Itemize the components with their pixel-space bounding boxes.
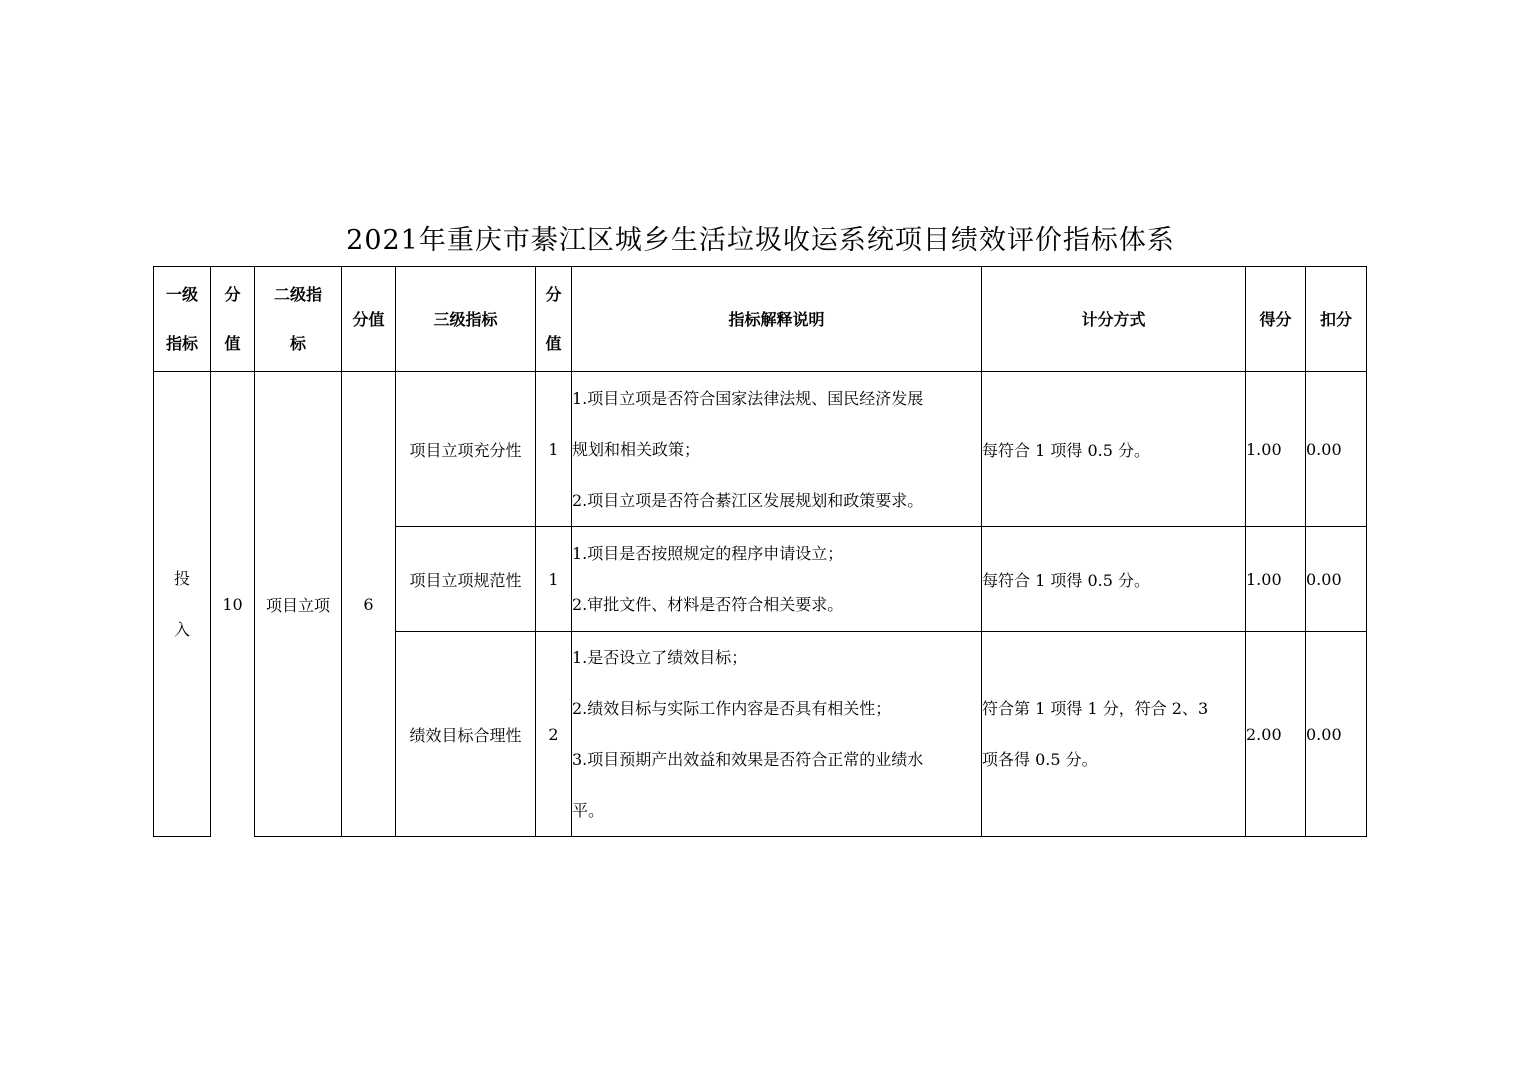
level1-score-cell: 10 — [211, 372, 255, 837]
indicator-table — [153, 266, 1367, 837]
table-row — [154, 372, 1367, 527]
header-level2: 二级指 标 — [255, 267, 342, 372]
method-cell: 每符合 1 项得 0.5 分。 — [982, 372, 1246, 527]
header-level1-score: 分 值 — [211, 267, 255, 372]
score-cell: 2.00 — [1246, 632, 1306, 837]
header-score: 得分 — [1246, 267, 1306, 372]
method-cell: 符合第 1 项得 1 分，符合 2、3 项各得 0.5 分。 — [982, 632, 1246, 837]
score-cell: 1.00 — [1246, 372, 1306, 527]
level3-cell: 项目立项规范性 — [396, 527, 536, 632]
header-explanation: 指标解释说明 — [572, 267, 982, 372]
score-cell: 1.00 — [1246, 527, 1306, 632]
deduct-cell: 0.00 — [1306, 527, 1367, 632]
header-row — [154, 267, 1367, 372]
header-level1: 一级 指标 — [154, 267, 211, 372]
page-title: 2021年重庆市綦江区城乡生活垃圾收运系统项目绩效评价指标体系 — [346, 225, 1175, 256]
level2-score-cell: 6 — [342, 372, 396, 837]
level3-cell: 绩效目标合理性 — [396, 632, 536, 837]
level3-cell: 项目立项充分性 — [396, 372, 536, 527]
explanation-cell: 1.项目是否按照规定的程序申请设立； 2.审批文件、材料是否符合相关要求。 — [572, 527, 982, 632]
header-level2-score: 分值 — [342, 267, 396, 372]
level2-cell: 项目立项 — [255, 372, 342, 837]
deduct-cell: 0.00 — [1306, 632, 1367, 837]
header-level3-score: 分 值 — [536, 267, 572, 372]
deduct-cell: 0.00 — [1306, 372, 1367, 527]
level3-score-cell: 2 — [536, 632, 572, 837]
method-cell: 每符合 1 项得 0.5 分。 — [982, 527, 1246, 632]
explanation-cell: 1.项目立项是否符合国家法律法规、国民经济发展 规划和相关政策； 2.项目立项是否符合綦江区发展规划和政策要求。 — [572, 372, 982, 527]
level1-cell: 投 入 — [154, 372, 211, 837]
header-deduct: 扣分 — [1306, 267, 1367, 372]
level3-score-cell: 1 — [536, 527, 572, 632]
explanation-cell: 1.是否设立了绩效目标； 2.绩效目标与实际工作内容是否具有相关性； 3.项目预期产出效益和效果是否符合正常的业绩水 平。 — [572, 632, 982, 837]
header-method: 计分方式 — [982, 267, 1246, 372]
header-level3: 三级指标 — [396, 267, 536, 372]
level3-score-cell: 1 — [536, 372, 572, 527]
